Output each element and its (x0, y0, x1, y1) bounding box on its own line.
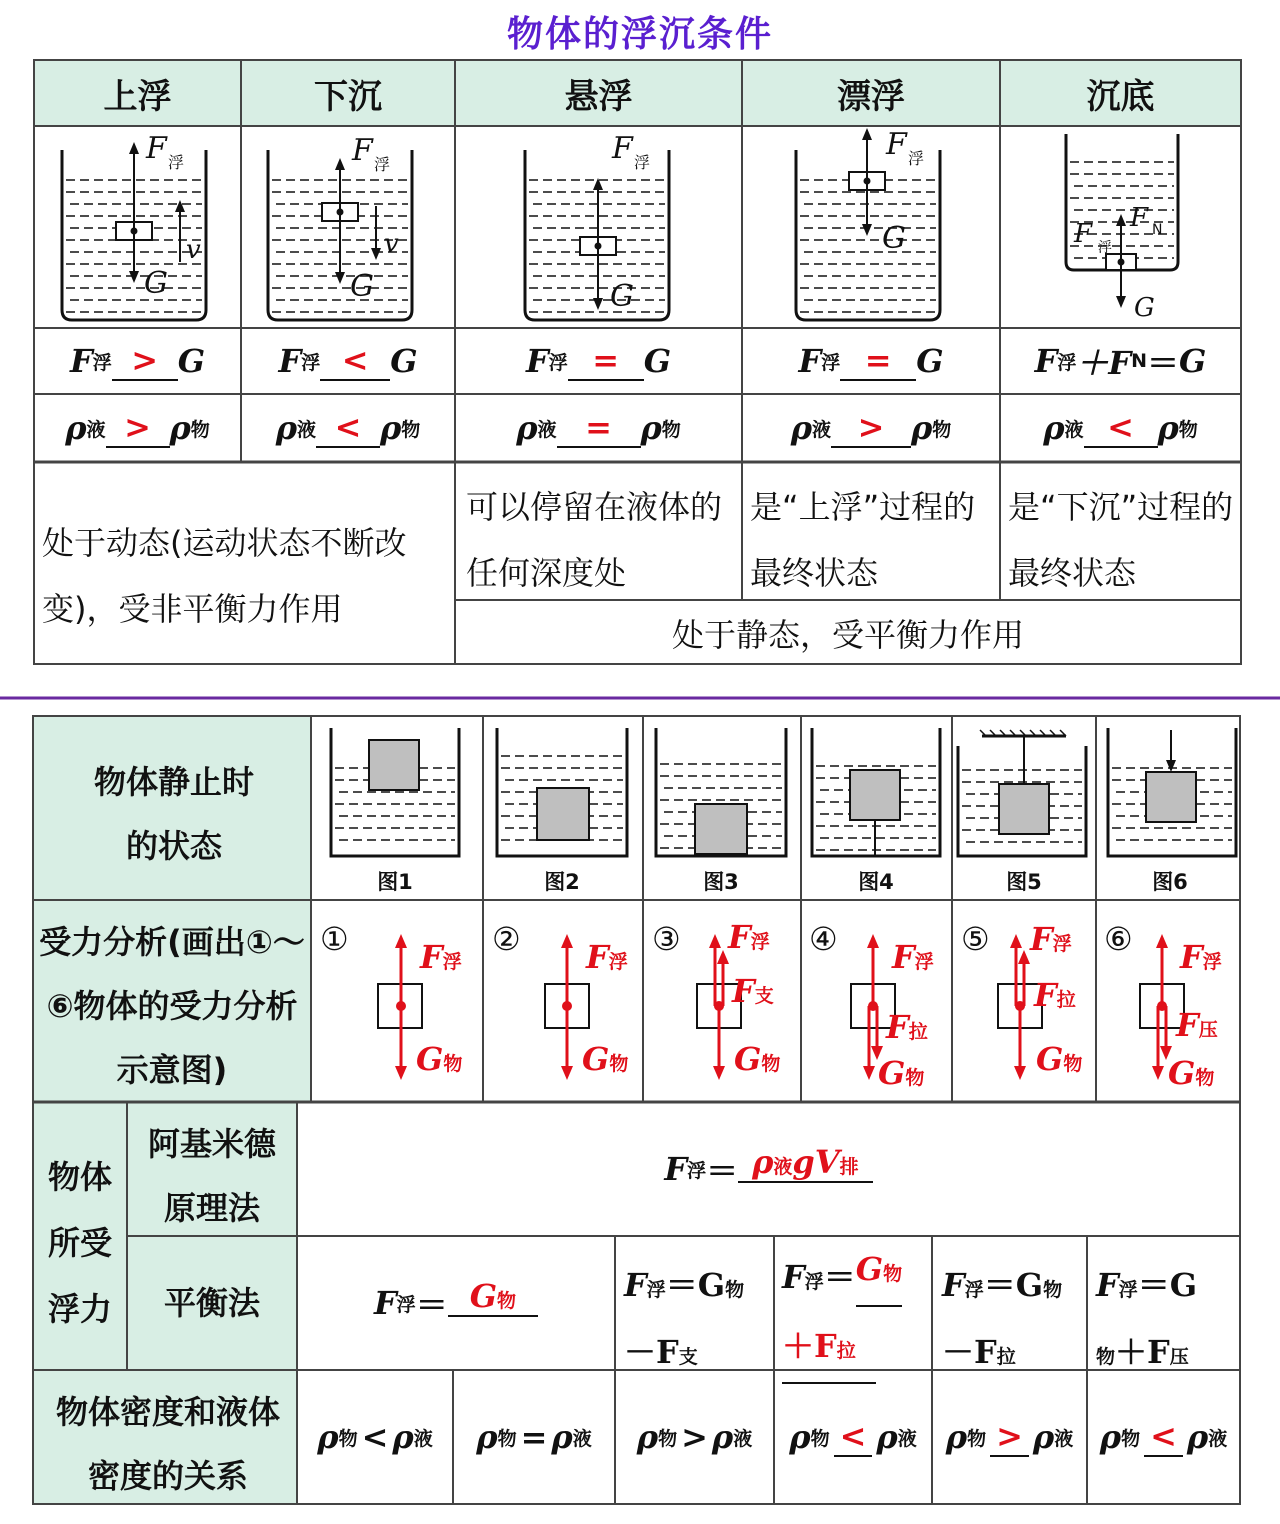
label-G-4: G (882, 221, 906, 256)
density-relation-sinking: ρ 液 < ρ 物 (275, 408, 421, 447)
method-balance-label: 平衡法 (163, 1284, 260, 1322)
force-point-3 (714, 1001, 724, 1011)
state-suspend-text: 可以停留在液体的任何深度处 (466, 488, 723, 592)
force-3-label-2: G物 (734, 1040, 781, 1078)
force-relation-suspended: F 浮 = G (525, 341, 672, 380)
force-3-down-head (713, 1066, 725, 1080)
force-point-4 (868, 1001, 878, 1011)
force-4-up-head (867, 934, 879, 948)
row-label-force: 受力分析(画出①～⑥物体的受力分析示意图) (39, 923, 305, 1089)
balance-formula-1: F 浮 ＝ G物 (297, 1236, 615, 1370)
balance-formula-5: F浮＝G物 －F拉 (942, 1266, 1063, 1371)
figure-2-diagram (497, 728, 627, 856)
density-cell-6-lhs: ρ (1099, 1418, 1122, 1456)
row-label-state: 物体静止时的状态 (93, 763, 254, 865)
force-4-down-a-head (863, 1066, 875, 1080)
density-cell-5 (932, 1370, 1087, 1504)
figure-3-diagram (656, 728, 786, 856)
density-cell-3-rhs: ρ (711, 1418, 734, 1456)
force-num-5: ⑤ (961, 920, 990, 958)
label-F-buoy-sub-3: 浮 (634, 153, 651, 172)
force-num-6: ⑥ (1104, 920, 1133, 958)
density-cell-3-lhs-sub: 物 (658, 1427, 678, 1450)
density-cell-2-lhs-sub: 物 (497, 1427, 517, 1450)
force-2-label-1: G物 (582, 1040, 629, 1078)
density-cell-6-lhs-sub: 物 (1121, 1427, 1141, 1450)
label-F-buoy-2: F (352, 133, 373, 168)
force-2-down-head (561, 1066, 573, 1080)
density-cell-2-op: = (520, 1418, 548, 1456)
label-F-buoy-5: F (1074, 219, 1093, 249)
state-float-text: 是“上浮”过程的最终状态 (750, 488, 976, 592)
figure-4-caption: 图4 (858, 870, 894, 894)
figure-6-caption: 图6 (1152, 870, 1188, 894)
balance-formula-4: F浮＝G物 ＋F拉 (782, 1246, 902, 1384)
density-relation-suspended: ρ 液 = ρ 物 (516, 408, 681, 447)
density-cell-5-rhs: ρ (1032, 1418, 1055, 1456)
density-relation-bottom: ρ 液 < ρ 物 (1043, 408, 1198, 447)
header-suspended: 悬浮 (564, 76, 633, 117)
force-relation-bottom: F 浮 ＋F N ＝ G (1034, 342, 1207, 382)
force-6-label-2: G物 (1168, 1054, 1215, 1092)
label-G-1: G (144, 266, 168, 301)
balance-formula-6: F浮＝G 物＋F压 (1096, 1266, 1198, 1371)
figure-4-diagram (812, 728, 940, 856)
force-5-up-b-head (1018, 950, 1030, 964)
density-cell-1-lhs: ρ (317, 1418, 339, 1456)
force-point-5 (1015, 1001, 1025, 1011)
density-cell-4-lhs: ρ (789, 1418, 811, 1456)
density-cell-2-rhs-sub: 液 (572, 1427, 592, 1450)
label-F-normal-5: F (1130, 203, 1149, 233)
label-F-buoy-3: F (612, 131, 633, 166)
force-5-label-0: F浮 (1030, 920, 1072, 958)
force-point-1 (396, 1001, 406, 1011)
force-num-3: ③ (652, 920, 681, 958)
force-point-6 (1157, 1001, 1167, 1011)
label-F-buoy-sub-4: 浮 (908, 149, 925, 168)
density-cell-6-rhs-sub: 液 (1208, 1427, 1228, 1450)
density-cell-1 (297, 1370, 453, 1504)
force-point-2 (562, 1001, 572, 1011)
force-num-1: ① (320, 920, 349, 958)
header-rising: 上浮 (103, 76, 172, 117)
figure-6-diagram (1108, 728, 1236, 856)
density-relation-floating: ρ 液 > ρ 物 (790, 408, 952, 447)
density-cell-6-op: < (1144, 1417, 1183, 1457)
label-F-buoy-4: F (886, 127, 907, 162)
label-G-3: G (610, 279, 634, 314)
force-3-label-0: F浮 (728, 918, 770, 956)
density-cell-3 (615, 1370, 774, 1504)
density-cell-1-rhs-sub: 液 (413, 1427, 433, 1450)
density-cell-4-op: < (834, 1417, 873, 1457)
label-F-buoy-1: F (146, 131, 167, 166)
label-G-2: G (350, 269, 374, 304)
state-static-text: 处于静态，受平衡力作用 (671, 616, 1024, 654)
force-3-label-1: F支 (732, 972, 774, 1010)
density-cell-4-lhs-sub: 物 (810, 1427, 830, 1450)
density-cell-3-op: > (681, 1418, 708, 1456)
density-cell-5-op: > (990, 1417, 1029, 1457)
density-cell-1-op: < (361, 1418, 389, 1456)
density-cell-5-lhs-sub: 物 (967, 1427, 987, 1450)
force-4-label-0: F浮 (892, 938, 934, 976)
figure-2-caption: 图2 (544, 870, 580, 894)
header-sinking: 下沉 (314, 76, 382, 117)
density-cell-3-lhs: ρ (636, 1418, 659, 1456)
density-cell-5-lhs: ρ (945, 1418, 968, 1456)
force-6-label-0: F浮 (1180, 938, 1222, 976)
figure-1-diagram (331, 728, 459, 856)
figure-1-caption: 图1 (377, 870, 413, 894)
force-5-label-2: G物 (1036, 1040, 1083, 1078)
archimedes-formula: F 浮 ＝ ρ液gV排 (297, 1102, 1240, 1236)
density-cell-2-lhs: ρ (476, 1418, 498, 1456)
figure-5-diagram (958, 730, 1086, 856)
force-6-down-a-head (1152, 1066, 1164, 1080)
label-F-buoy-sub-2: 浮 (374, 155, 391, 174)
force-5-up-a-head (1010, 934, 1022, 948)
label-F-buoy-sub-1: 浮 (168, 153, 185, 172)
density-cell-4-rhs-sub: 液 (897, 1427, 917, 1450)
force-5-label-1: F拉 (1034, 976, 1076, 1014)
force-1-down-head (395, 1066, 407, 1080)
force-2-up-head (561, 934, 573, 948)
density-cell-4-rhs: ρ (876, 1418, 898, 1456)
force-6-up-head (1156, 934, 1168, 948)
label-F-buoy-sub-5: 浮 (1098, 240, 1112, 256)
density-relation-rising: ρ 液 > ρ 物 (65, 408, 210, 447)
force-4-label-1: F拉 (886, 1008, 928, 1046)
label-v-1: v (186, 235, 201, 265)
header-bottom: 沉底 (1086, 76, 1155, 117)
force-6-label-1: F压 (1176, 1006, 1218, 1044)
force-2-label-0: F浮 (586, 938, 628, 976)
balance-formula-3: F浮＝G物 －F支 (624, 1266, 745, 1371)
density-cell-4 (774, 1370, 932, 1504)
force-1-label-1: G物 (416, 1040, 463, 1078)
force-num-2: ② (492, 920, 521, 958)
force-relation-sinking: F 浮 < G (278, 341, 418, 380)
figure-5-caption: 图5 (1006, 870, 1042, 894)
header-floating: 漂浮 (837, 76, 905, 117)
figure-3-caption: 图3 (703, 870, 739, 894)
force-4-label-2: G物 (878, 1054, 925, 1092)
force-relation-floating: F 浮 = G (798, 341, 944, 380)
force-5-down-head (1014, 1066, 1026, 1080)
state-dynamic-text: 处于动态(运动状态不断改变)，受非平衡力作用 (42, 524, 407, 628)
method-archimedes-label: 阿基米德原理法 (147, 1125, 276, 1227)
state-sink-text: 是“下沉”过程的最终状态 (1008, 488, 1234, 592)
force-relation-rising: F 浮 > G (69, 341, 206, 380)
density-cell-3-rhs-sub: 液 (733, 1427, 753, 1450)
force-3-up-a-head (709, 934, 721, 948)
page-title: 物体的浮沉条件 (506, 14, 773, 55)
density-cell-1-lhs-sub: 物 (338, 1427, 358, 1450)
force-1-up-head (395, 934, 407, 948)
density-cell-2-rhs: ρ (551, 1418, 573, 1456)
density-cell-6 (1087, 1370, 1240, 1504)
row-label-buoyancy: 物体所受浮力 (47, 1158, 112, 1328)
row-label-density: 物体密度和液体密度的关系 (55, 1393, 280, 1495)
force-1-label-0: F浮 (420, 938, 462, 976)
label-F-normal-sub-5: N (1152, 222, 1163, 238)
density-cell-6-rhs: ρ (1186, 1418, 1209, 1456)
density-cell-5-rhs-sub: 液 (1054, 1427, 1074, 1450)
label-v-2: v (384, 229, 399, 259)
density-cell-1-rhs: ρ (392, 1418, 414, 1456)
label-G-5: G (1134, 293, 1155, 323)
force-num-4: ④ (809, 920, 838, 958)
density-cell-2 (453, 1370, 615, 1504)
